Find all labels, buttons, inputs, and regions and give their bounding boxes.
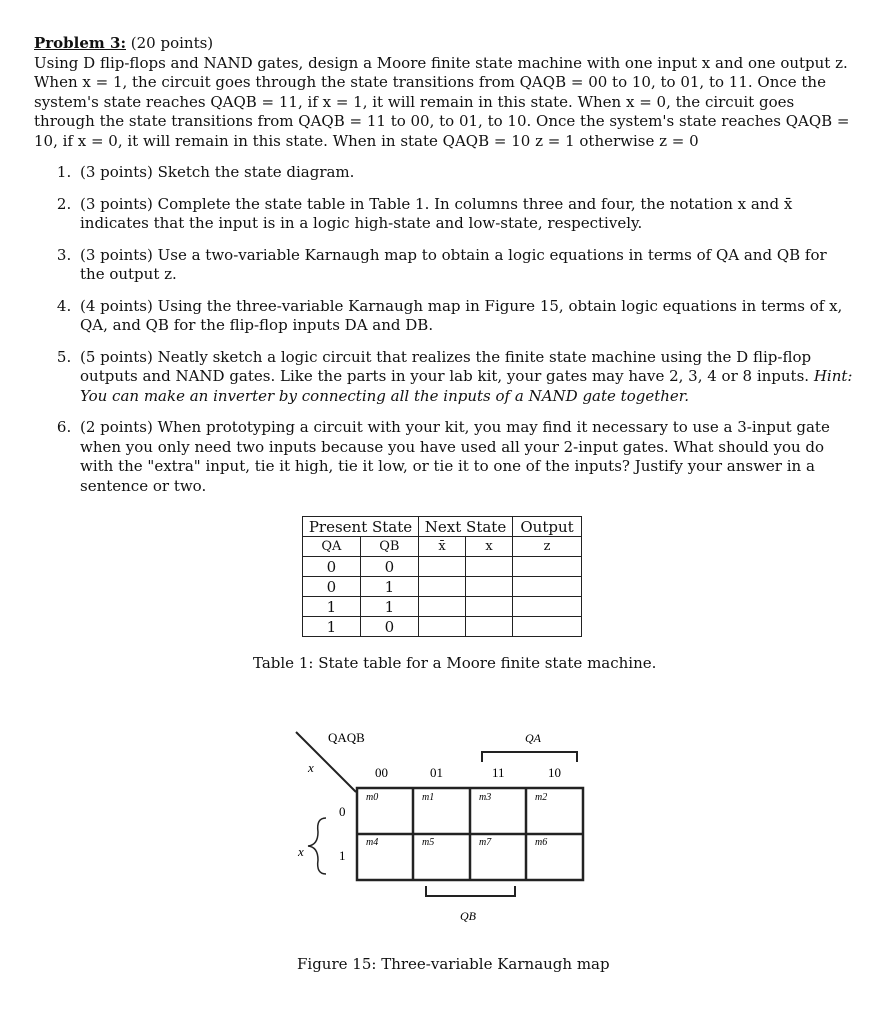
blank-cell[interactable] <box>513 597 582 617</box>
blank-cell[interactable] <box>419 577 466 597</box>
blank-cell[interactable] <box>466 577 513 597</box>
svg-text:m3: m3 <box>479 792 492 803</box>
problem-page <box>34 34 854 508</box>
question-3: 3. (3 points) Use a two-variable Karnaugh map to obtain a logic equations in terms of QA and QB for the output z. <box>76 246 854 285</box>
kmap-corner-left: x <box>308 760 314 775</box>
table-caption: Table 1: State table for a Moore finite state machine. <box>253 654 657 672</box>
qb-label: QB <box>460 909 476 923</box>
subheader-x: x <box>466 537 513 557</box>
x-brace-label: x <box>298 844 304 859</box>
blank-cell[interactable] <box>513 577 582 597</box>
problem-title: Problem 3: <box>34 34 126 52</box>
svg-text:m5: m5 <box>422 837 435 848</box>
table-row: 0 1 <box>303 577 582 597</box>
kmap-corner-top: QAQB <box>328 730 365 745</box>
header-output: Output <box>513 517 582 537</box>
svg-text:m0: m0 <box>366 792 379 803</box>
subheader-z: z <box>513 537 582 557</box>
svg-text:m4: m4 <box>366 837 379 848</box>
table-row: 1 1 <box>303 597 582 617</box>
svg-text:m6: m6 <box>535 837 548 848</box>
question-2: 2. (3 points) Complete the state table in Table 1. In columns three and four, the notation x and x̄ indicates that the input is in a logic high-state and low-state, respectively. <box>76 195 854 234</box>
table-row: 0 0 <box>303 557 582 577</box>
col-header: 00 <box>375 765 388 780</box>
blank-cell[interactable] <box>466 557 513 577</box>
problem-points: (20 points) <box>130 34 214 52</box>
table-row: 1 0 <box>303 617 582 637</box>
blank-cell[interactable] <box>419 597 466 617</box>
blank-cell[interactable] <box>419 557 466 577</box>
question-1: 1. (3 points) Sketch the state diagram. <box>76 163 854 183</box>
question-6: 6. (2 points) When prototyping a circuit with your kit, you may find it necessary to use a 3-input gate when you only need two inputs because you have used all your 2-input gates. What should you do with the "extra" input, tie it high, tie it low, or tie it to one of the inputs? Justify your answer in a sentence or two. <box>76 418 854 496</box>
question-5: 5. (5 points) Neatly sketch a logic circuit that realizes the finite state machine using the D flip-flop outputs and NAND gates. Like the parts in your lab kit, your gates may have 2, 3, 4 or 8 inputs. Hint: You can make an inverter by connecting all the inputs of a NAND gate together. <box>76 348 854 407</box>
problem-text: Using D flip-flops and NAND gates, design a Moore finite state machine with one input x and one output z. When x = 1, the circuit goes through the state transitions from QAQB = 00 to 10, to 01, to 11. Once the system's state reaches QAQB = 11, if x = 1, it will remain in this state. When x = 0, the circuit goes through the state transitions from QAQB = 11 to 00, to 01, to 10. Once the system's state reaches QAQB = 10, if x = 0, it will remain in this state. When in state QAQB = 10 z = 1 otherwise z = 0 <box>34 53 850 150</box>
svg-text:m1: m1 <box>422 792 435 803</box>
qa-label: QA <box>525 731 541 745</box>
header-next-state: Next State <box>419 517 513 537</box>
subheader-xbar: x̄ <box>419 537 466 557</box>
blank-cell[interactable] <box>466 617 513 637</box>
subheader-qb: QB <box>360 537 418 557</box>
subheader-qa: QA <box>303 537 361 557</box>
svg-text:m2: m2 <box>535 792 548 803</box>
header-present-state: Present State <box>303 517 419 537</box>
col-header: 10 <box>548 765 561 780</box>
problem-intro <box>34 34 854 151</box>
blank-cell[interactable] <box>419 617 466 637</box>
state-table <box>302 516 582 637</box>
blank-cell[interactable] <box>513 557 582 577</box>
x-brace <box>308 818 326 874</box>
question-list <box>34 163 854 496</box>
col-header: 01 <box>430 765 443 780</box>
blank-cell[interactable] <box>466 597 513 617</box>
row-header: 0 <box>339 804 346 819</box>
qb-brace <box>426 886 515 896</box>
blank-cell[interactable] <box>513 617 582 637</box>
qa-brace <box>482 752 577 762</box>
question-4: 4. (4 points) Using the three-variable Karnaugh map in Figure 15, obtain logic equations in terms of x, QA, and QB for the flip-flop inputs DA and DB. <box>76 297 854 336</box>
row-header: 1 <box>339 848 346 863</box>
karnaugh-map <box>280 720 600 940</box>
col-header: 11 <box>492 765 505 780</box>
figure-caption: Figure 15: Three-variable Karnaugh map <box>297 955 610 973</box>
question-5-hint: Hint: You can make an inverter by connecting all the inputs of a NAND gate together. <box>80 367 853 405</box>
svg-text:m7: m7 <box>479 837 492 848</box>
